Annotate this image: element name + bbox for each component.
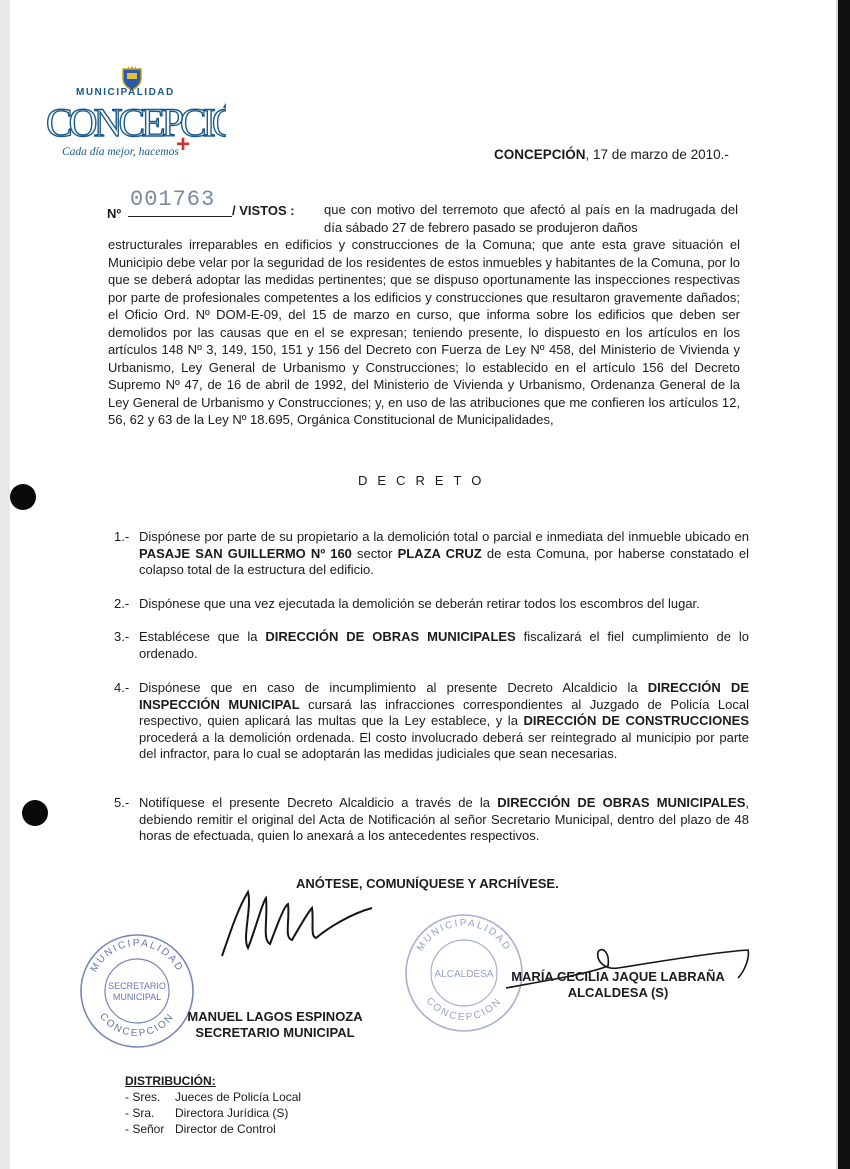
logo-wordmark-text: CONCEPCI bbox=[46, 100, 212, 145]
item-number: 4.- bbox=[114, 680, 130, 695]
item-text-part: Dispónese por parte de su propietario a la demolición total o parcial e inmediata del inmueble ubicado en bbox=[139, 529, 749, 544]
distribution-recipient: Directora Jurídica (S) bbox=[175, 1106, 289, 1120]
item-bold-part: PASAJE SAN GUILLERMO Nº 160 bbox=[139, 545, 352, 561]
scan-right-edge bbox=[838, 0, 850, 1169]
alcaldesa-name-block bbox=[500, 969, 736, 1001]
stamp-top-text: MUNICIPALIDAD bbox=[88, 937, 186, 975]
stamp-top-text: MUNICIPALIDAD bbox=[415, 917, 513, 954]
distribution-title: DISTRIBUCIÓN: bbox=[125, 1074, 216, 1088]
closing-formula: ANÓTESE, COMUNÍQUESE Y ARCHÍVESE. bbox=[296, 876, 559, 891]
item-bold-part: DIRECCIÓN DE OBRAS MUNICIPALES bbox=[497, 795, 746, 810]
stamp-middle-text: SECRETARIO bbox=[108, 981, 166, 991]
item-text-part: de esta Comuna, por haberse constatado el colapso total de la estructura del edificio. bbox=[139, 545, 749, 577]
item-text bbox=[139, 795, 749, 845]
stamp-bottom-text: CONCEPCION bbox=[423, 995, 505, 1024]
secretario-signature bbox=[212, 878, 387, 973]
distribution-row bbox=[125, 1090, 301, 1104]
stamp-middle-text: ALCALDESA bbox=[434, 969, 494, 980]
logo-slogan: Cada día mejor, hacemos bbox=[62, 146, 179, 158]
distribution-prefix: - Sra. bbox=[125, 1106, 155, 1120]
place-name: CONCEPCIÓN bbox=[494, 147, 586, 162]
decree-date: , 17 de marzo de 2010.- bbox=[585, 147, 729, 162]
item-text-part: , debiendo remitir el original del Acta de Notificación al señor Secretario Municipal, dentro del plazo de 48 horas de efectuada, quien lo anexará a los antecedentes respectivos. bbox=[139, 795, 749, 843]
distribution-row bbox=[125, 1106, 288, 1120]
item-text bbox=[139, 529, 749, 579]
vistos-body: estructurales irreparables en edificios y construcciones de la Comuna; que ante esta grave situación el Municipio debe velar por la seguridad de los residentes de estos inmuebles y habitantes de la Comuna, por lo que se deberá adoptar las medidas pertinentes; que se dispuso oportunamente las inspecciones respectivas por parte de profesionales competentes a los edificios y construcciones que resultaron gravemente dañados; el Oficio Ord. Nº DOM-E-09, del 15 de marzo en curso, que informa sobre los edificios que deben ser demolidos por las causas que en el se expresan; teniendo presente, lo dispuesto en los artículos en los artículos 148 Nº 3, 149, 150, 151 y 156 del Decreto con Fuerza de Ley Nº 458, del Ministerio de Vivienda y Urbanismo, Ley General de Urbanismo y Construcciones; lo establecido en el artículo 156 del Decreto Supremo Nº 47, de 16 de abril de 1992, del Ministerio de Vivienda y Urbanismo, Ordenanza General de la Ley General de Urbanismo y Construcciones; y, en uso de las atribuciones que me confieren los artículos 12, 56, 62 y 63 de la Ley Nº 18.695, Orgánica Constitucional de Municipalidades, bbox=[108, 237, 740, 427]
svg-text:CONCEPCION bbox=[97, 1011, 177, 1039]
secretario-stamp bbox=[78, 932, 196, 1055]
alcaldesa-name: MARÍA CECILIA JAQUE LABRAÑA bbox=[511, 969, 725, 984]
item-number: 3.- bbox=[114, 629, 130, 644]
alcaldesa-title: ALCALDESA (S) bbox=[567, 985, 669, 1000]
secretario-name: MANUEL LAGOS ESPINOZA bbox=[187, 1009, 363, 1024]
item-text-part: Notifíquese el presente Decreto Alcaldicio a través de la bbox=[139, 795, 498, 810]
logo-plus-icon: + bbox=[176, 131, 191, 158]
vistos-first-lines: que con motivo del terremoto que afectó al país en la madrugada del día sábado 27 de febrero pasado se produjeron daños bbox=[324, 202, 738, 235]
item-text-part: Establécese que la bbox=[139, 629, 266, 644]
item-number: 1.- bbox=[114, 529, 130, 544]
svg-text:CONCEPCION bbox=[424, 996, 505, 1023]
svg-text:MUNICIPALIDAD bbox=[89, 938, 186, 974]
item-text-part: cursará las infracciones correspondientes al Juzgado de Policía Local respectivo, quien aplicará las multas que la Ley establece, y la bbox=[139, 696, 749, 728]
decree-number-underline bbox=[128, 216, 232, 217]
vistos-label: / VISTOS : bbox=[232, 203, 295, 218]
distribution-prefix: - Señor bbox=[125, 1122, 165, 1136]
item-text bbox=[139, 596, 749, 613]
distribution-row bbox=[125, 1122, 276, 1136]
distribution-recipient: Jueces de Policía Local bbox=[175, 1090, 302, 1104]
item-text bbox=[139, 680, 749, 763]
item-number: 5.- bbox=[114, 795, 130, 810]
item-bold-part: DIRECCIÓN DE OBRAS MUNICIPALES bbox=[265, 629, 516, 644]
place-date-line bbox=[494, 147, 729, 162]
distribution-recipient: Director de Control bbox=[175, 1122, 276, 1136]
decreto-heading: DECRETO bbox=[358, 473, 492, 488]
item-bold-part: PLAZA CRUZ bbox=[397, 545, 482, 561]
decree-number-label: Nº bbox=[107, 206, 122, 221]
scan-left-edge bbox=[0, 0, 10, 1169]
logo-municipalidad-text: MUNICIPALIDAD bbox=[76, 87, 175, 98]
logo-concepcion-wordmark bbox=[46, 96, 226, 146]
punch-hole-lower bbox=[22, 800, 48, 826]
secretario-name-block bbox=[180, 1009, 370, 1041]
item-bold-part: DIRECCIÓN DE INSPECCIÓN MUNICIPAL bbox=[139, 680, 749, 712]
item-text-part: procederá a la demolición ordenada. El costo involucrado deberá ser reintegrado al municipio por parte del infractor, para lo cual se adoptarán las medidas judiciales que sean necesarias. bbox=[139, 729, 749, 761]
punch-hole-upper bbox=[10, 484, 36, 510]
item-bold-part: DIRECCIÓN DE CONSTRUCCIONES bbox=[523, 713, 749, 728]
secretario-title: SECRETARIO MUNICIPAL bbox=[195, 1025, 355, 1040]
item-text-part: sector bbox=[351, 545, 398, 561]
decree-number-stamp: 001763 bbox=[130, 187, 216, 212]
stamp-middle-text: MUNICIPAL bbox=[112, 992, 162, 1002]
distribution-prefix: - Sres. bbox=[125, 1090, 161, 1104]
item-text-part: fiscalizará el fiel cumplimiento de lo ordenado. bbox=[139, 629, 749, 661]
item-text bbox=[139, 629, 749, 662]
item-text-part: Dispónese que una vez ejecutada la demolición se deberán retirar todos los escombros del lugar. bbox=[139, 596, 700, 611]
stamp-bottom-text: CONCEPCION bbox=[97, 1011, 177, 1040]
item-number: 2.- bbox=[114, 596, 130, 611]
item-text-part: Dispónese que en caso de incumplimiento al presente Decreto Alcaldicio la bbox=[139, 680, 648, 695]
